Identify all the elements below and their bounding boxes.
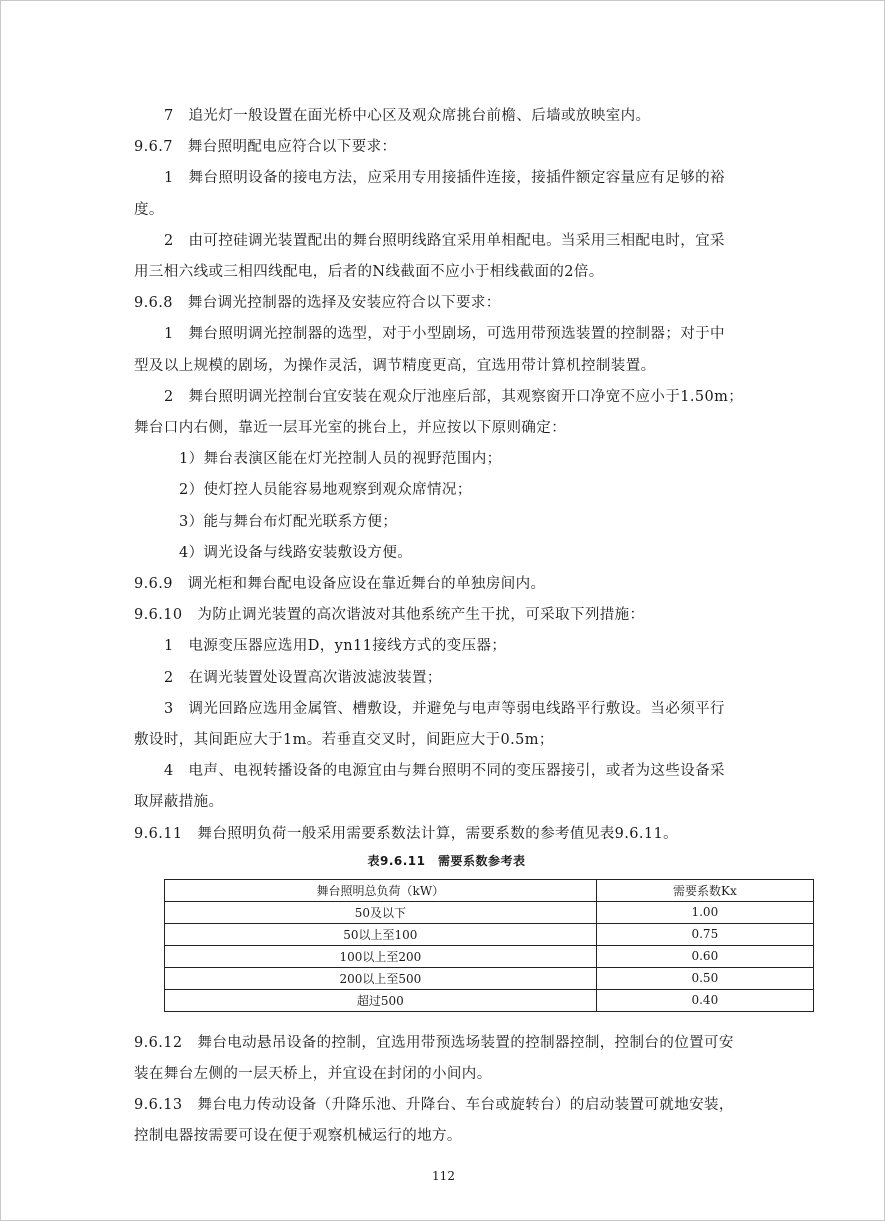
cell-demand-factor: 0.60 [596,945,813,967]
cell-load-range: 超过500 [165,989,597,1011]
text-line: 型及以上规模的剧场，为操作灵活，调节精度更高，宜选用带计算机控制装置。 [134,357,656,374]
text-line: 2 舞台照明调光控制台宜安装在观众厅池座后部，其观察窗开口净宽不应小于1.50m； [164,388,744,405]
table-row [165,923,814,945]
text-line: 2 由可控硅调光装置配出的舞台照明线路宜采用单相配电。当采用三相配电时，宜采 [164,232,725,249]
text-line: 7 追光灯一般设置在面光桥中心区及观众席挑台前檐、后墙或放映室内。 [164,108,651,124]
text-line: 度。 [134,201,164,218]
text-line: 1 舞台照明设备的接电方法，应采用专用接插件连接，接插件额定容量应有足够的裕 [164,170,725,187]
text-line: 3）能与舞台布灯配光联系方便； [179,513,398,530]
text-line: 1 舞台照明调光控制器的选型，对于小型剧场，可选用带预选装置的控制器；对于中 [164,326,725,343]
text-block-top [134,101,759,850]
text-line: 1 电源变压器应选用D，yn11接线方式的变压器； [164,638,507,655]
table-caption: 表9.6.11 需要系数参考表 [367,853,526,868]
text-line: 控制电器按需要可设在便于观察机械运行的地方。 [134,1128,462,1145]
text-line: 1）舞台表演区能在灯光控制人员的视野范围内； [179,451,502,468]
page-number: 112 [432,1169,455,1183]
cell-demand-factor: 0.75 [596,923,813,945]
cell-demand-factor: 0.40 [596,989,813,1011]
table-row [165,945,814,967]
cell-load-range: 50以上至100 [165,923,597,945]
text-line: 用三相六线或三相四线配电，后者的N线截面不应小于相线截面的2倍。 [134,264,604,281]
cell-demand-factor: 0.50 [596,967,813,989]
text-block-bottom [134,1028,759,1153]
table-row [165,967,814,989]
cell-load-range: 200以上至500 [165,967,597,989]
page-content [134,101,759,1153]
text-line: 4）调光设备与线路安装敷设方便。 [179,544,413,561]
text-line: 取屏蔽措施。 [134,794,224,811]
cell-load-range: 100以上至200 [165,945,597,967]
table-row [165,901,814,923]
text-line: 敷设时，其间距应大于1m。若垂直交叉时，间距应大于0.5m； [134,732,554,749]
text-line: 3 调光回路应选用金属管、槽敷设，并避免与电声等弱电线路平行敷设。当必须平行 [164,700,725,717]
header-load: 舞台照明总负荷（kW） [165,879,597,901]
demand-factor-table [164,879,814,1012]
text-line: 装在舞台左侧的一层天桥上，并宜设在封闭的小间内。 [134,1066,492,1083]
text-line: 9.6.13 舞台电力传动设备（升降乐池、升降台、车台或旋转台）的启动装置可就地安装， [134,1097,734,1114]
text-line: 9.6.8 舞台调光控制器的选择及安装应符合以下要求： [134,295,501,312]
text-line: 舞台口内右侧，靠近一层耳光室的挑台上，并应按以下原则确定： [134,420,567,437]
text-line: 9.6.12 舞台电动悬吊设备的控制，宜选用带预选场装置的控制器控制，控制台的位置可安 [134,1034,734,1051]
text-line: 4 电声、电视转播设备的电源宜由与舞台照明不同的变压器接引，或者为这些设备采 [164,763,725,780]
table-header-row [165,879,814,901]
text-line: 2 在调光装置处设置高次谐波滤波装置； [164,669,442,686]
cell-demand-factor: 1.00 [596,901,813,923]
text-line: 2）使灯控人员能容易地观察到观众席情况； [179,482,472,499]
text-line: 9.6.9 调光柜和舞台配电设备应设在靠近舞台的单独房间内。 [134,576,546,593]
text-line: 9.6.11 舞台照明负荷一般采用需要系数法计算，需要系数的参考值见表9.6.11。 [134,825,679,842]
cell-load-range: 50及以下 [165,901,597,923]
text-line: 9.6.10 为防止调光装置的高次谐波对其他系统产生干扰，可采取下列措施： [134,607,645,624]
header-factor: 需要系数Kx [596,879,813,901]
table-row [165,989,814,1011]
text-line: 9.6.7 舞台照明配电应符合以下要求： [134,139,397,156]
